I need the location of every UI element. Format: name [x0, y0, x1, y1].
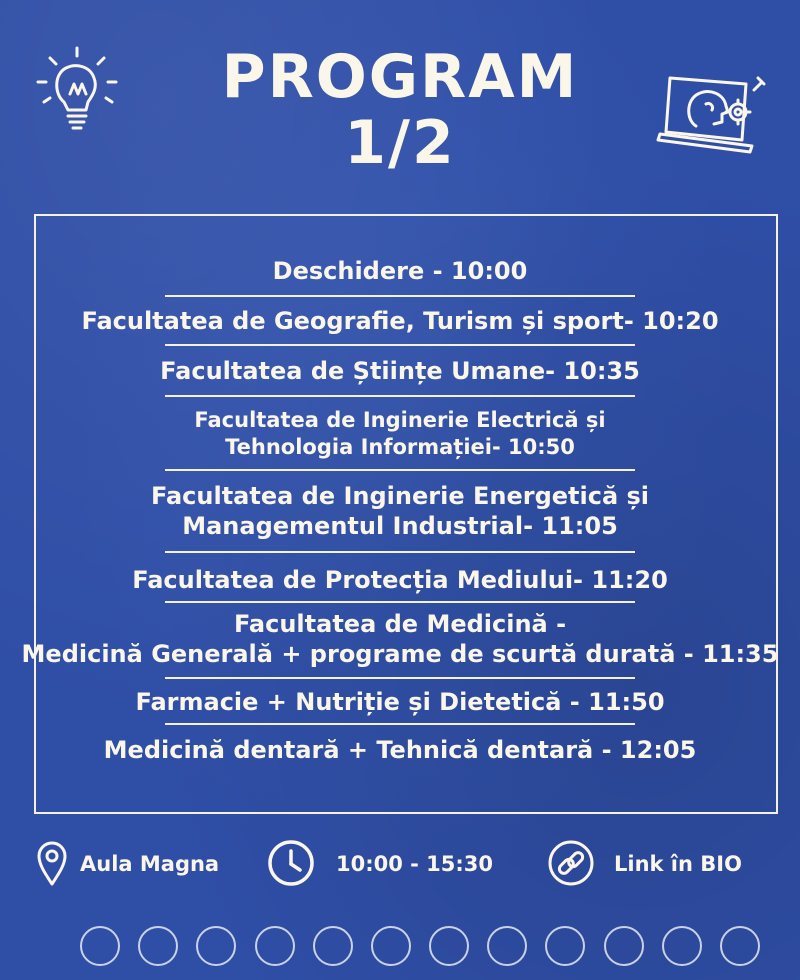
university-seal-logo [80, 926, 120, 966]
title-line-1: PROGRAM [221, 42, 579, 112]
schedule-item: Medicină dentară + Tehnică dentară - 12:05 [103, 736, 697, 764]
divider [165, 344, 635, 346]
divider [165, 677, 635, 679]
schedule-item: Farmacie + Nutriție și Dietetică - 11:50 [135, 688, 665, 716]
location-label: Aula Magna [80, 852, 220, 876]
schedule-item: Facultatea de Științe Umane- 10:35 [160, 357, 640, 385]
link-label: Link în BIO [614, 852, 742, 876]
link-icon [546, 838, 596, 888]
divider [165, 469, 635, 471]
elsa-logo [604, 926, 644, 966]
schedule-item [0, 407, 800, 461]
divider [165, 551, 635, 553]
asio-logo [371, 926, 411, 966]
aseo-logo [662, 926, 702, 966]
flower-logo [545, 926, 585, 966]
crest-logo [138, 926, 178, 966]
info-bar [0, 838, 800, 894]
asco-logo [429, 926, 469, 966]
divider [165, 295, 635, 297]
clock-icon [266, 838, 316, 888]
schedule-item-line-2: Managementul Industrial- 11:05 [182, 512, 618, 540]
divider [165, 395, 635, 397]
divider [165, 601, 635, 603]
schedule-item-line-2: Tehnologia Informației- 10:50 [225, 435, 575, 459]
tooth-logo [255, 926, 295, 966]
schedule-item: Facultatea de Geografie, Turism și sport- 10:20 [81, 307, 719, 335]
tech-head-gear-icon [656, 60, 768, 160]
asfo-logo [487, 926, 527, 966]
asmo-logo [313, 926, 353, 966]
schedule-item [0, 481, 800, 541]
schedule-item: Deschidere - 10:00 [272, 257, 528, 285]
divider [165, 723, 635, 725]
time-label: 10:00 - 15:30 [336, 852, 494, 876]
schedule-item: Facultatea de Protecția Mediului- 11:20 [132, 566, 668, 594]
lightbulb-icon [36, 44, 120, 140]
schedule-list [0, 256, 800, 765]
schedule-item-line-1: Facultatea de Inginerie Energetică și [150, 482, 650, 510]
uso-logo [196, 926, 236, 966]
round-green-logo [720, 926, 760, 966]
partner-logos [80, 922, 760, 970]
schedule-item-line-2: Medicină Generală + programe de scurtă durată - 11:35 [21, 640, 779, 668]
schedule-item [0, 609, 800, 669]
schedule-item-line-1: Facultatea de Medicină - [233, 610, 567, 638]
location-pin-icon [36, 840, 68, 886]
title-line-2: 1/2 [344, 108, 456, 178]
schedule-item-line-1: Facultatea de Inginerie Electrică și [194, 408, 606, 432]
